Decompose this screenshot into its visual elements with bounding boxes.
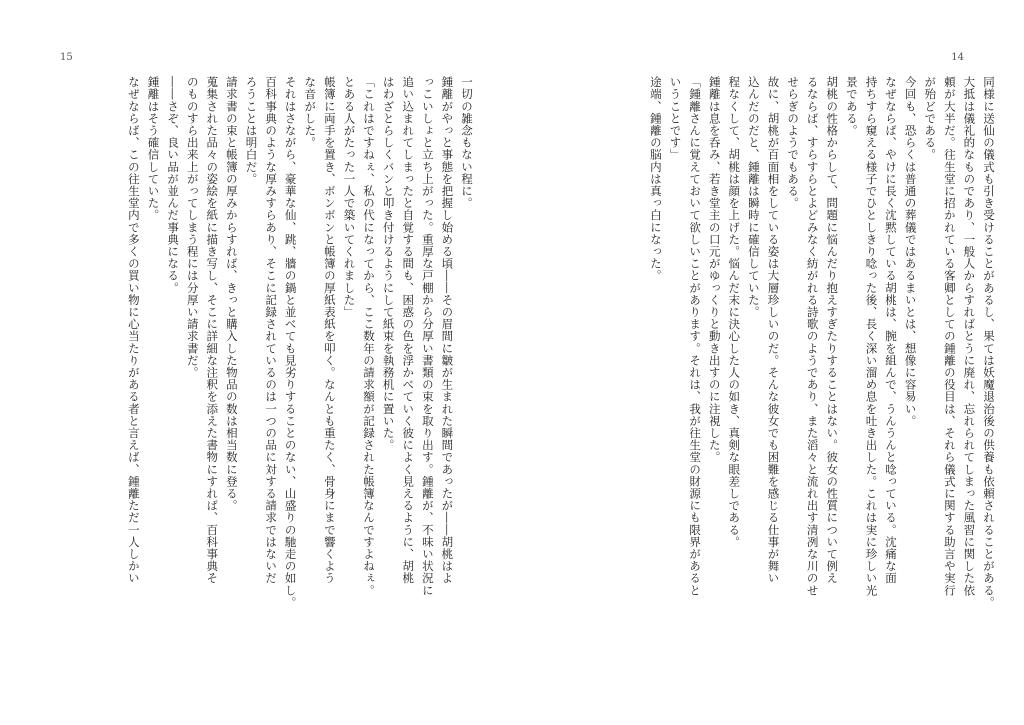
text-line: っこいしょと立ち上がった。重厚な戸棚から分厚い書類の束を取り出す。鍾離が、不味い状況に [420,76,435,597]
text-line: 「鍾離さんに覚えておいて欲しいことがあります。それは、我が往生堂の財源にも限界があると [688,76,703,597]
text-line: な音がした。 [303,76,318,149]
text-line: せらぎのようでもある。 [786,76,801,210]
text-line: 程なくして、胡桃は顔を上げた。悩んだ末に決心した人の如き、真剣な眼差しである。 [727,76,742,548]
text-line: はわざとらしくバンと叩き付けるようにして紙束を執務机に置いた。 [381,76,396,452]
text-line: 一切の雑念もない程に。 [460,76,474,210]
text-line: なぜならば、この往生堂内で多くの買い物に心当たりがある者と言えば、鍾離ただ一人しかい [126,76,141,585]
text-line: 持ちすら窺える様子でひとしきり唸った後、長く深い溜め息を吐き出した。これは実に珍しい光 [864,76,879,597]
text-line: 同様に送仙の儀式も引き受けることがあるし、果ては妖魔退治後の供養も依頼されることがある。 [982,76,996,609]
text-line: ろうことは明白だ。 [244,76,259,185]
text-line: 故に、胡桃が百面相をしている姿は大層珍しいのだ。そんな彼女でも困難を感じる仕事が舞い [766,76,781,585]
text-line: 景である。 [844,76,859,137]
text-line: 蒐集された品々の姿絵を紙に描き写し、そこに詳細な注釈を添えた書物にすれば、百科事典そ [205,76,220,585]
text-line: が殆どである。 [923,76,938,161]
text-line: 鍾離はそう確信していた。 [146,76,161,222]
text-line: るならば、すらすらとよどみなく紡がれる詩歌のようであり、また滔々と流れ出す清冽な川のせ [805,76,820,597]
text-line: 大抵は儀礼的なものであり、一般人からすればとうに廃れ、忘れられてしまった風習に関した依 [962,76,977,597]
left-page-body [76,76,476,666]
text-line: ――さぞ、良い品が並んだ事典になる。 [166,76,181,294]
text-line: いうことです」 [668,76,683,161]
text-line: 胡桃の性格からして、問題に悩んだり抱えすぎたりすることはない。彼女の性質について例え [825,76,840,585]
text-line: それはさながら、豪華な仙、跳、牆の鍋と並べても見劣りすることのない、山盛りの馳走の如し。 [283,76,298,609]
text-line: 帳簿に両手を置き、ボンボンと帳簿の厚紙表紙を叩く。なんとも重たく、骨身にまで響くよう [322,76,337,585]
text-line: 請求書の束と帳簿の厚みからすれば、きっと購入した物品の数は相当数に登る。 [224,76,239,512]
page-number-right: 14 [951,52,964,63]
text-line: とある人がたった一人で築いてくれました」 [342,76,357,318]
text-line: 鍾離がやっと事態を把握し始める頃――その眉間に皺が生まれた瞬間であったが――胡桃はよ [440,76,455,585]
text-line: 鍾離は息を呑み、若き堂主の口元がゆっくりと動き出すのに注視した。 [707,76,722,464]
right-page-body [568,76,998,666]
right-page [512,0,1024,725]
text-line: 頼が大半だ。往生堂に招かれている客卿としての鍾離の役目は、それら儀式に関する助言や実行 [942,76,957,597]
text-line: 追い込まれてしまったと自覚する間も、困惑の色を浮かべていく彼によく見えるように、胡桃 [401,76,416,585]
page-number-left: 15 [60,52,73,63]
text-line: 込んだのだと、鍾離は瞬時に確信していた。 [746,76,761,318]
text-line: 途端、鍾離の脳内は真っ白になった。 [648,76,663,282]
text-line: 今回も、恐らくは普通の葬儀ではあるまいとは、想像に容易い。 [903,76,918,427]
text-line: なぜならば、やけに長く沈黙している胡桃は、腕を組んで、うんうんと唸っている。沈痛な面 [884,76,899,585]
text-line: 「これはですねぇ、私の代になってから、ここ数年の請求額が記録された帳簿なんですよねぇ。 [362,76,377,597]
text-line: 百科事典のような厚みすらあり、そこに記録されているのは一つの品に対する請求ではないだ [264,76,279,585]
text-line: のものすら出来上がってしまう程には分厚い請求書だ。 [185,76,200,379]
